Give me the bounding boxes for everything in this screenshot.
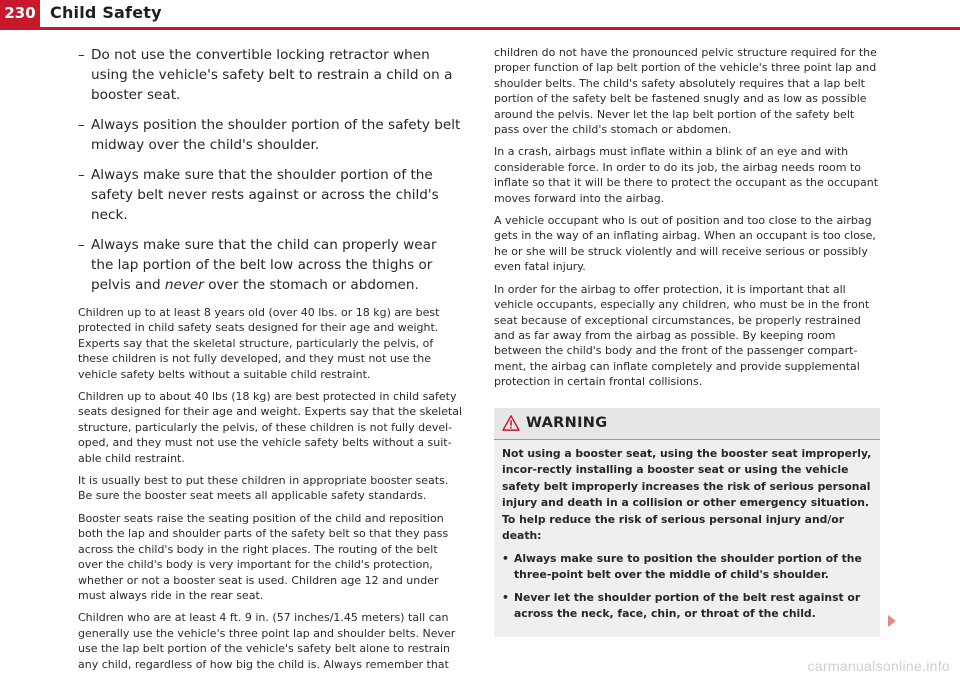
warning-point: • Never let the shoulder portion of the belt rest against or across the neck, face, chin, or throat of the child. <box>502 590 861 621</box>
header-rule <box>0 27 960 30</box>
body-paragraph: Children who are at least 4 ft. 9 in. (57 inches/1.45 meters) tall can generally use the vehicle's three point lap and shoulder belts. Never use the lap belt portion of the vehicle's safety belt alone to restrain any child, regardless of how big the child is. Always remember that <box>78 611 456 671</box>
body-paragraph: children do not have the pronounced pelvic structure required for the proper function of lap belt portion of the vehicle's three point lap and shoulder belts. The child's safety absolutely requires that a lap belt portion of the safety belt be fastened snugly and as low as possible around the pelvis. Never let the lap belt portion of the safety belt pass over the child's stomach or abdomen. <box>494 46 877 137</box>
arrow-right-icon[interactable] <box>888 615 896 627</box>
warning-intro: Not using a booster seat, using the booster seat improperly, incor-rectly installing a booster seat or using the vehicle safety belt improperly increases the risk of serious personal injury and death in a collision or other emergency situation. To help reduce the risk of serious personal injury and/or death: <box>502 446 872 543</box>
body-paragraph: In a crash, airbags must inflate within a blink of an eye and with considerable force. In order to do its job, the airbag needs room to inflate so that it will be there to protect the occupant as the occupant moves forward into the airbag. <box>494 145 879 205</box>
body-paragraph: Children up to at least 8 years old (over 40 lbs. or 18 kg) are best protected in child safety seats designed for their age and weight. Experts say that the skeletal structure, particularly the pelvis, of these children is not fully developed, and they must not use the vehicle safety belts without a suitable child restraint. <box>78 306 440 381</box>
body-paragraph: In order for the airbag to offer protection, it is important that all vehicle occupants, especially any children, who must be in the front seat because of exceptional circumstances, be properly restrained and as far away from the airbag as possible. By keeping room between the child's body and the front of the passenger compart-ment, the airbag can inflate completely and provide supplemental protection in certain frontal collisions. <box>494 282 870 389</box>
left-column <box>78 45 463 679</box>
warning-header <box>494 408 880 440</box>
watermark: carmanualsonline.info <box>807 658 950 674</box>
list-item: – Do not use the convertible locking retractor when using the vehicle's safety belt to restrain a child on a booster seat. <box>78 47 453 103</box>
body-paragraph: It is usually best to put these children in appropriate booster seats. Be sure the booster seat meets all applicable safety standards. <box>78 474 449 503</box>
list-item: – Always make sure that the shoulder portion of the safety belt never rests against or across the child's neck. <box>78 167 439 223</box>
list-item: – Always make sure that the child can properly wear the lap portion of the belt low across the thighs or pelvis and never over the stomach or abdomen. <box>78 237 437 293</box>
section-title: Child Safety <box>50 3 162 22</box>
warning-triangle-icon <box>502 415 520 431</box>
page-header <box>0 0 960 30</box>
page-number: 230 <box>0 0 40 27</box>
warning-point: • Always make sure to position the shoulder portion of the three-point belt over the middle of child's shoulder. <box>502 551 862 582</box>
body-paragraph: Booster seats raise the seating position of the child and reposition both the lap and shoulder parts of the safety belt so that they pass across the child's body in the right places. The routing of the belt over the child's body is very important for the child's protection, whether or not a booster seat is used. Children age 12 and under must always ride in the rear seat. <box>78 511 449 602</box>
bullet-list <box>78 45 463 295</box>
right-column <box>494 45 880 637</box>
body-paragraph: A vehicle occupant who is out of position and too close to the airbag gets in the way of an inflating airbag. When an occupant is too close, he or she will be struck violently and will receive serious or possibly even fatal injury. <box>494 214 876 274</box>
warning-title: WARNING <box>526 415 608 432</box>
warning-box <box>494 408 880 637</box>
warning-body <box>494 440 880 637</box>
list-item: – Always position the shoulder portion of the safety belt midway over the child's shoulder. <box>78 117 461 153</box>
body-paragraph: Children up to about 40 lbs (18 kg) are best protected in child safety seats designed for their age and weight. Experts say that the skeletal structure, particularly the pelvis, of these children is not fully devel-oped, and they must not use the vehicle safety belts without a suit-able child restraint. <box>78 390 463 465</box>
